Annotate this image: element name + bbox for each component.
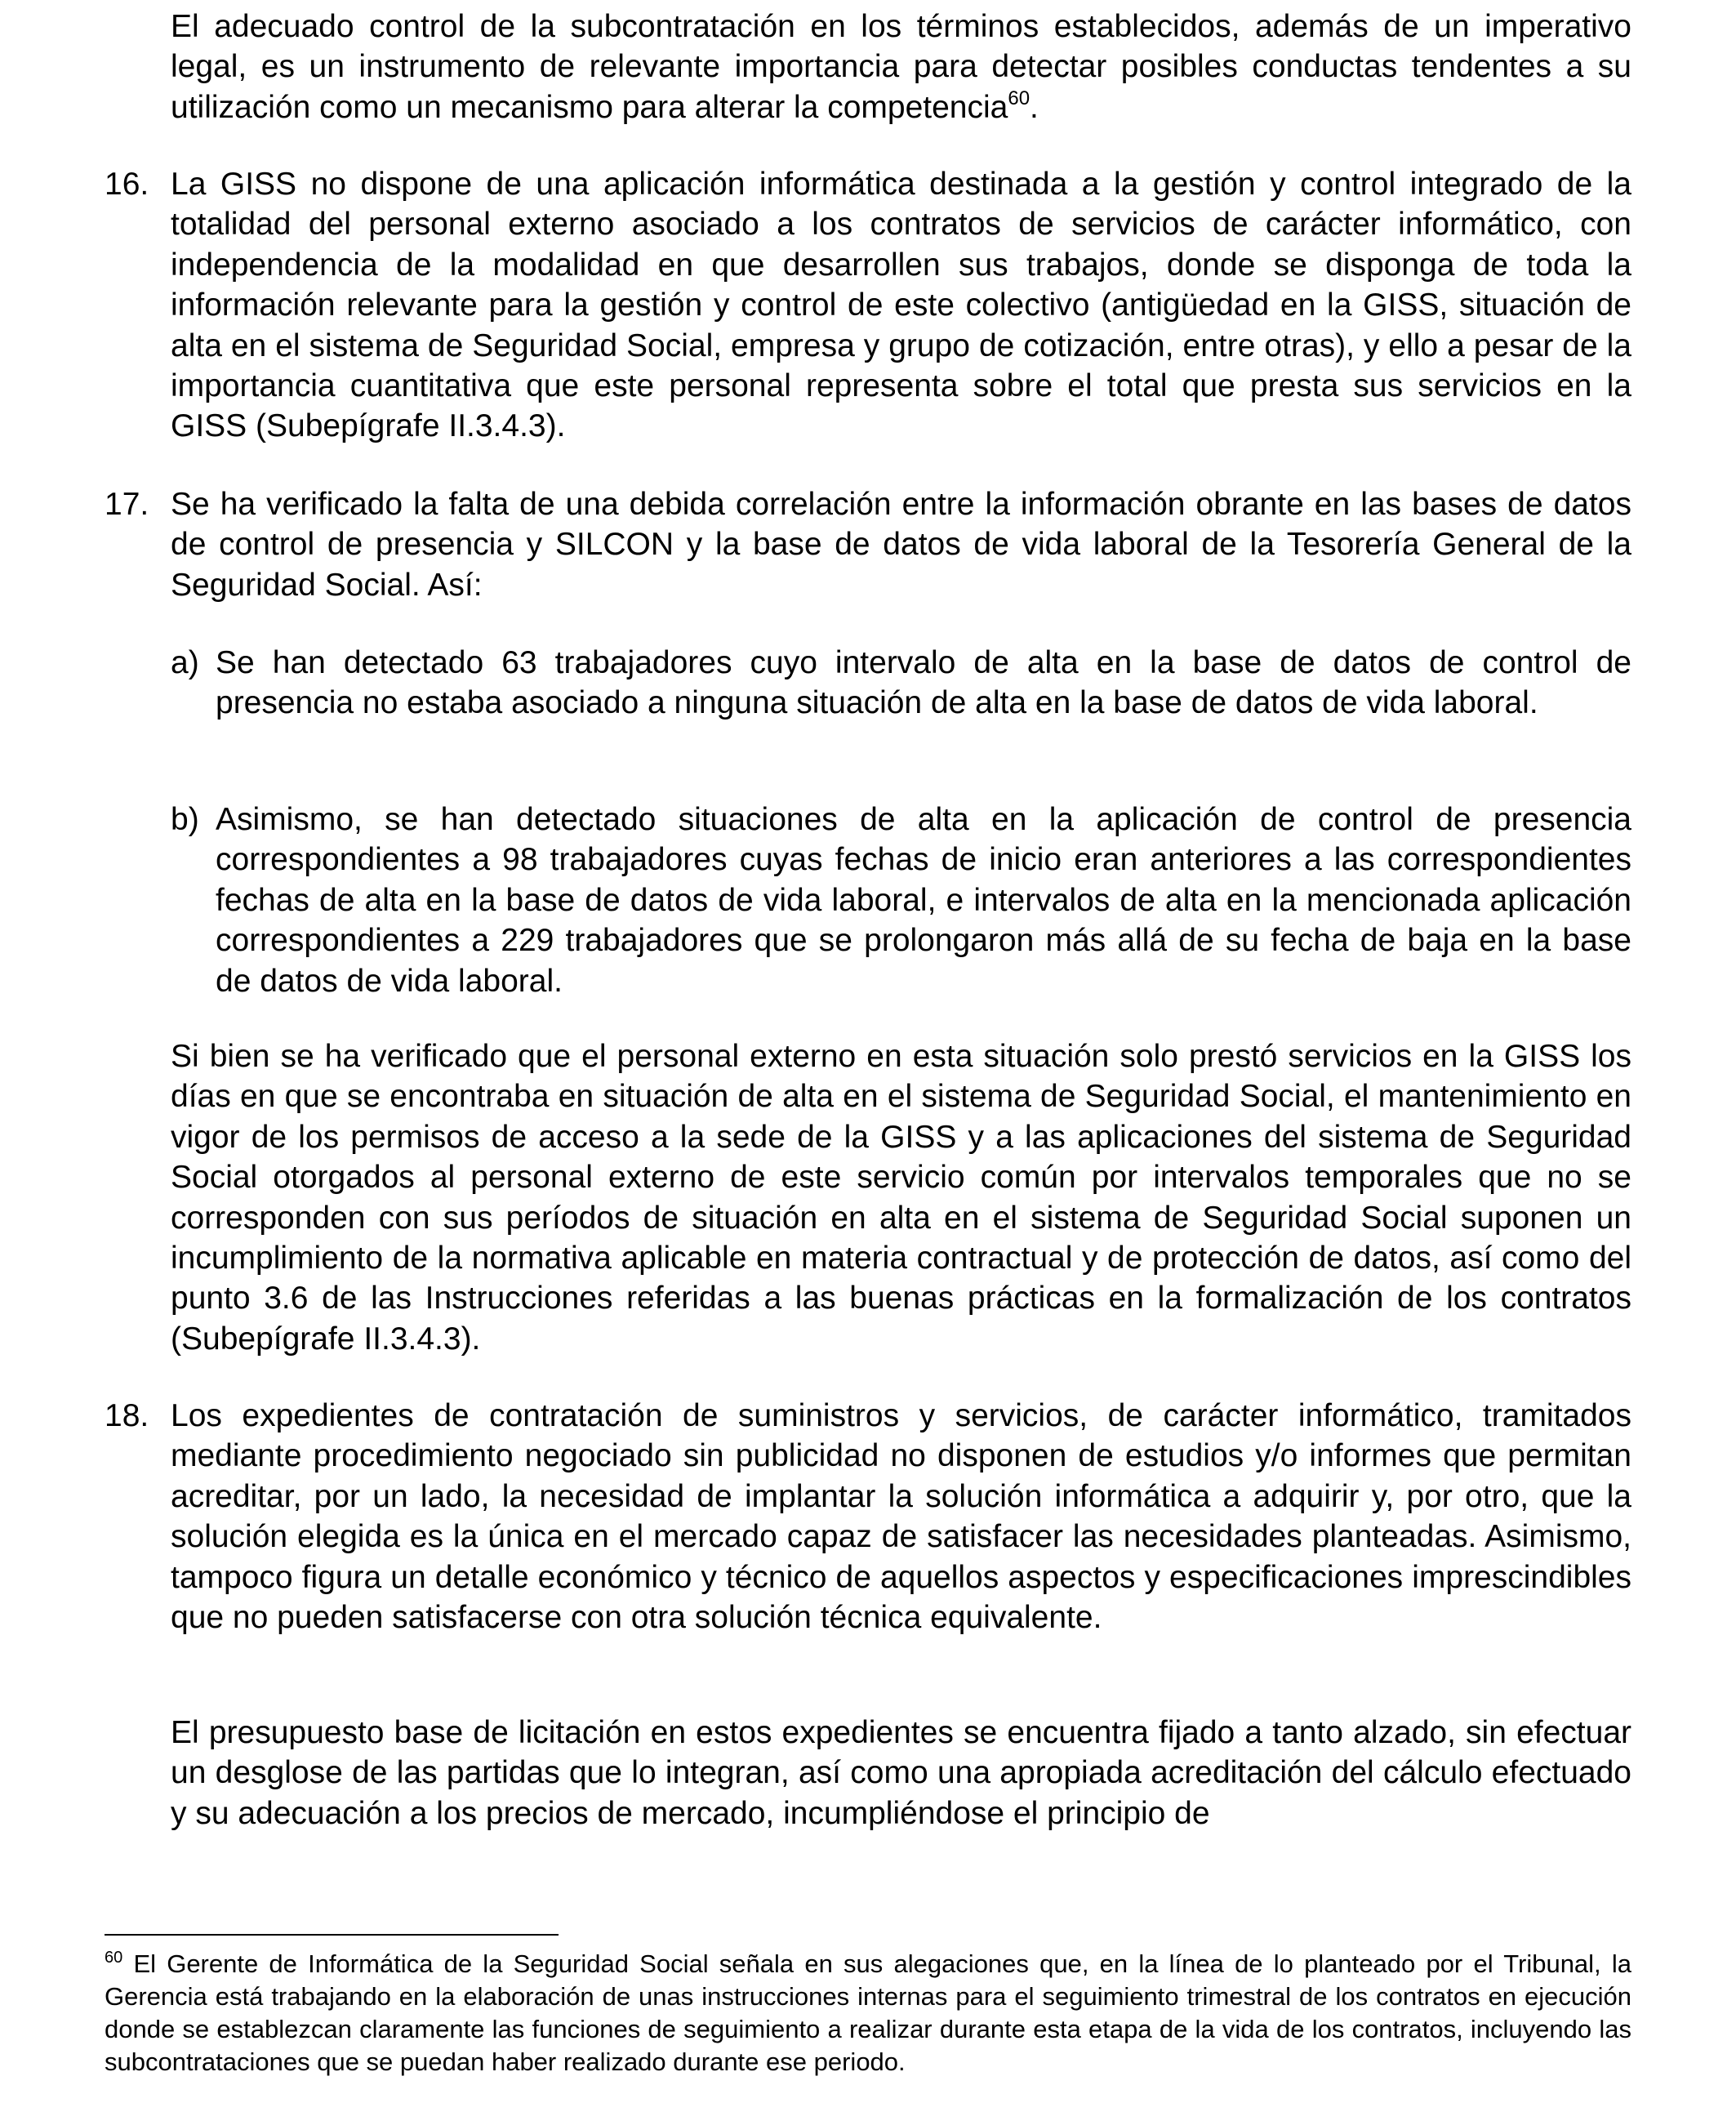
- intro-paragraph: [171, 7, 1631, 127]
- item-18-number: 18.: [105, 1398, 149, 1433]
- intro-tail: .: [1030, 89, 1039, 125]
- item-18-paragraph: Los expedientes de contratación de suministros y servicios, de carácter informático, tramitados mediante procedimiento negociado sin publicidad no disponen de estudios y/o informes que permitan acreditar, por un lado, la necesidad de implantar la solución informática a adquirir y, por otro, que la solución elegida es la única en el mercado capaz de satisfacer las necesidades planteadas. Asimismo, tampoco figura un detalle económico y técnico de aquellos aspectos y especificaciones imprescindibles que no pueden satisfacerse con otra solución técnica equivalente.: [171, 1398, 1631, 1636]
- item-17-number: 17.: [105, 487, 149, 522]
- footnote: [105, 1948, 1631, 2078]
- item-18-continuation-paragraph: El presupuesto base de licitación en estos expedientes se encuentra fijado a tanto alzado, sin efectuar un desglose de las partidas que lo integran, así como una apropiada acreditación del cálculo efectuado y su adecuación a los precios de mercado, incumpliéndose el principio de: [171, 1715, 1631, 1831]
- footnote-divider: [105, 1934, 559, 1936]
- footnote-text: El Gerente de Informática de la Seguridad Social señala en sus alegaciones que, en la línea de lo planteado por el Tribunal, la Gerencia está trabajando en la elaboración de unas instrucciones internas para el seguimiento trimestral de los contratos en ejecución donde se establezcan claramente las funciones de seguimiento a realizar durante esta etapa de la vida de los contratos, incluyendo las subcontrataciones que se puedan haber realizado durante ese periodo.: [105, 1949, 1631, 2076]
- item-16-paragraph: La GISS no dispone de una aplicación informática destinada a la gestión y control integrado de la totalidad del personal externo asociado a los contratos de servicios de carácter informático, con independencia de la modalidad en que desarrollen sus trabajos, donde se disponga de toda la información relevante para la gestión y control de este colectivo (antigüedad en la GISS, situación de alta en el sistema de Seguridad Social, empresa y grupo de cotización, entre otras), y ello a pesar de la importancia cuantitativa que este personal representa sobre el total que presta sus servicios en la GISS (Subepígrafe II.3.4.3).: [171, 167, 1631, 444]
- item-17-paragraph: Se ha verificado la falta de una debida correlación entre la información obrante en las bases de datos de control de presencia y SILCON y la base de datos de vida laboral de la Tesorería General de la Seguridad Social. Así:: [171, 487, 1631, 603]
- footnote-reference[interactable]: 60: [1008, 87, 1030, 109]
- item-17-sub-b-letter: b): [171, 802, 199, 837]
- footnote-mark: 60: [105, 1949, 123, 1967]
- item-17-sub-a-paragraph: Se han detectado 63 trabajadores cuyo intervalo de alta en la base de datos de control de presencia no estaba asociado a ninguna situación de alta en la base de datos de vida laboral.: [216, 645, 1631, 721]
- item-17-sub-a-letter: a): [171, 645, 199, 680]
- item-17-sub-b-paragraph: Asimismo, se han detectado situaciones de alta en la aplicación de control de presencia correspondientes a 98 trabajadores cuyas fechas de inicio eran anteriores a las correspondientes fechas de alta en la base de datos de vida laboral, e intervalos de alta en la mencionada aplicación correspondientes a 229 trabajadores que se prolongaron más allá de su fecha de baja en la base de datos de vida laboral.: [216, 802, 1631, 999]
- intro-text: El adecuado control de la subcontratación en los términos establecidos, además de un imperativo legal, es un instrumento de relevante importancia para detectar posibles conductas tendentes a su utilización como un mecanismo para alterar la competencia: [171, 9, 1631, 125]
- item-17-conclusion-paragraph: Si bien se ha verificado que el personal externo en esta situación solo prestó servicios en la GISS los días en que se encontraba en situación de alta en el sistema de Seguridad Social, el mantenimiento en vigor de los permisos de acceso a la sede de la GISS y a las aplicaciones del sistema de Seguridad Social otorgados al personal externo de este servicio común por intervalos temporales que no se corresponden con sus períodos de situación en alta en el sistema de Seguridad Social suponen un incumplimiento de la normativa aplicable en materia contractual y de protección de datos, así como del punto 3.6 de las Instrucciones referidas a las buenas prácticas en la formalización de los contratos (Subepígrafe II.3.4.3).: [171, 1039, 1631, 1357]
- item-16-number: 16.: [105, 167, 149, 202]
